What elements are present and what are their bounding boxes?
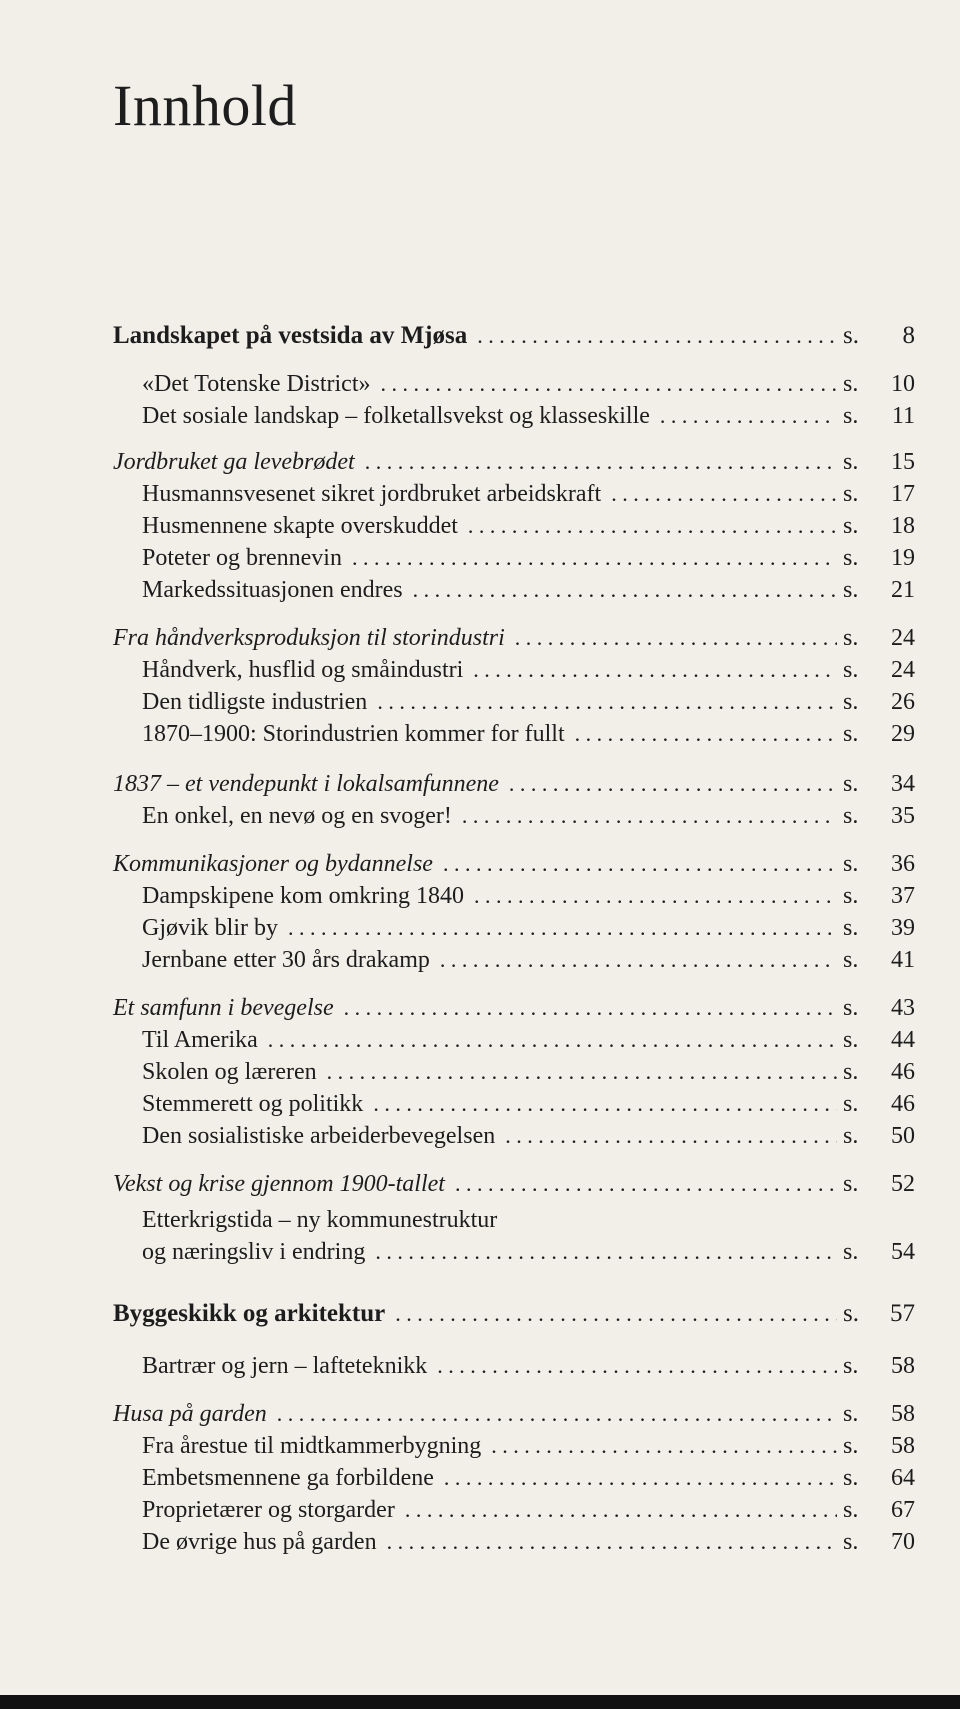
page-prefix: s. <box>843 915 859 941</box>
page-prefix: s. <box>843 851 859 877</box>
dot-leader <box>344 992 837 1024</box>
page-prefix: s. <box>843 1059 859 1085</box>
page-prefix: s. <box>843 1091 859 1117</box>
page-prefix: s. <box>843 449 859 475</box>
page-number: 17 <box>891 481 915 507</box>
toc-entry-title: Vekst og krise gjennom 1900-tallet <box>113 1171 445 1197</box>
toc-entry <box>142 718 915 750</box>
page-prefix: s. <box>843 322 859 349</box>
toc-entry-title: Landskapet på vestsida av Mjøsa <box>113 322 468 349</box>
page-number: 46 <box>891 1091 915 1117</box>
toc-entry <box>142 1204 915 1236</box>
toc-entry <box>142 1088 915 1120</box>
dot-leader <box>462 800 837 832</box>
toc-entry <box>142 510 915 542</box>
dot-leader <box>277 1398 837 1430</box>
toc-entry-title: 1837 – et vendepunkt i lokalsamfunnene <box>113 771 499 797</box>
toc-entry-title: Kommunikasjoner og bydannelse <box>113 851 433 877</box>
dot-leader <box>440 944 837 976</box>
toc-entry-title: og næringsliv i endring <box>142 1239 366 1265</box>
page-number: 15 <box>891 449 915 475</box>
dot-leader <box>268 1024 837 1056</box>
dot-leader <box>515 622 837 654</box>
dot-leader <box>444 1462 837 1494</box>
dot-leader <box>509 768 837 800</box>
toc-entry <box>142 880 915 912</box>
toc-entry-title: Et samfunn i bevegelse <box>113 995 334 1021</box>
dot-leader <box>395 1298 837 1330</box>
page-number: 44 <box>891 1027 915 1053</box>
toc-entry-title: Dampskipene kom omkring 1840 <box>142 883 464 909</box>
toc-entry-title: Husa på garden <box>113 1401 267 1427</box>
toc-entry-title: Gjøvik blir by <box>142 915 278 941</box>
toc-entry-title: Til Amerika <box>142 1027 258 1053</box>
page-prefix: s. <box>843 545 859 571</box>
page-number: 36 <box>891 851 915 877</box>
dot-leader <box>575 718 837 750</box>
toc-entry <box>142 944 915 976</box>
toc-entry-title: Fra håndverksproduksjon til storindustri <box>113 625 505 651</box>
page-number: 70 <box>891 1529 915 1555</box>
page-prefix: s. <box>843 577 859 603</box>
dot-leader <box>365 446 837 478</box>
toc-entry <box>142 800 915 832</box>
page-prefix: s. <box>843 1300 859 1327</box>
page-prefix: s. <box>843 883 859 909</box>
page-prefix: s. <box>843 1027 859 1053</box>
toc-entry <box>113 992 915 1024</box>
toc-entry <box>142 1430 915 1462</box>
bottom-edge-bar <box>0 1695 960 1709</box>
dot-leader <box>455 1168 837 1200</box>
toc-entry <box>142 542 915 574</box>
page-prefix: s. <box>843 625 859 651</box>
page-number: 46 <box>891 1059 915 1085</box>
toc-entry-title: Byggeskikk og arkitektur <box>113 1300 386 1327</box>
dot-leader <box>443 848 837 880</box>
toc-entry-title: De øvrige hus på garden <box>142 1529 377 1555</box>
page-prefix: s. <box>843 1433 859 1459</box>
page-prefix: s. <box>843 1171 859 1197</box>
page-number: 11 <box>891 403 915 429</box>
toc-entry-title: Husmennene skapte overskuddet <box>142 513 458 539</box>
page-number: 64 <box>891 1465 915 1491</box>
dot-leader <box>611 478 837 510</box>
dot-leader <box>373 1088 837 1120</box>
page-prefix: s. <box>843 1123 859 1149</box>
page-number: 26 <box>891 689 915 715</box>
page-number: 21 <box>891 577 915 603</box>
toc-entry-title: Håndverk, husflid og småindustri <box>142 657 464 683</box>
page-number: 57 <box>890 1300 915 1327</box>
toc-entry <box>142 1056 915 1088</box>
toc-entry <box>113 320 915 352</box>
toc-entry <box>113 446 915 478</box>
toc-entry <box>142 912 915 944</box>
page-prefix: s. <box>843 995 859 1021</box>
toc-entry-title: Poteter og brennevin <box>142 545 342 571</box>
toc-entry-title: Embetsmennene ga forbildene <box>142 1465 434 1491</box>
page-prefix: s. <box>843 1529 859 1555</box>
toc-entry <box>113 768 915 800</box>
toc-entry <box>142 368 915 400</box>
page-number: 24 <box>891 625 915 651</box>
page-number: 10 <box>891 371 915 397</box>
page-number: 58 <box>891 1353 915 1379</box>
toc-entry-title: Stemmerett og politikk <box>142 1091 364 1117</box>
page-prefix: s. <box>843 1497 859 1523</box>
dot-leader <box>468 510 837 542</box>
page-number: 19 <box>891 545 915 571</box>
dot-leader <box>375 1236 837 1268</box>
page-number: 24 <box>891 657 915 683</box>
page-prefix: s. <box>843 771 859 797</box>
dot-leader <box>352 542 837 574</box>
toc-entry <box>142 478 915 510</box>
toc-entry <box>142 1462 915 1494</box>
toc-entry-title: Proprietærer og storgarder <box>142 1497 395 1523</box>
toc-entry <box>142 1350 915 1382</box>
toc-entry <box>142 1024 915 1056</box>
toc-entry <box>113 1298 915 1330</box>
page-number: 37 <box>891 883 915 909</box>
toc-entry-title: 1870–1900: Storindustrien kommer for fullt <box>142 721 565 747</box>
dot-leader <box>405 1494 837 1526</box>
page-prefix: s. <box>843 481 859 507</box>
toc-entry <box>142 654 915 686</box>
page-prefix: s. <box>843 403 859 429</box>
page-prefix: s. <box>843 721 859 747</box>
toc-entry <box>113 1398 915 1430</box>
toc-entry <box>142 686 915 718</box>
page-number: 29 <box>891 721 915 747</box>
page-number: 8 <box>902 322 915 349</box>
toc-entry <box>142 1526 915 1558</box>
page-number: 34 <box>891 771 915 797</box>
toc-entry-title: Jordbruket ga levebrødet <box>113 449 355 475</box>
toc-entry-title: Den tidligste industrien <box>142 689 368 715</box>
page-number: 52 <box>891 1171 915 1197</box>
page-number: 50 <box>891 1123 915 1149</box>
page-prefix: s. <box>843 657 859 683</box>
toc-entry-title: Etterkrigstida – ny kommunestruktur <box>142 1207 498 1233</box>
page-prefix: s. <box>843 689 859 715</box>
toc-entry-title: Bartrær og jern – lafteteknikk <box>142 1353 428 1379</box>
toc-entry-title: «Det Totenske District» <box>142 371 371 397</box>
page-prefix: s. <box>843 1401 859 1427</box>
page-title: Innhold <box>113 73 297 138</box>
dot-leader <box>387 1526 837 1558</box>
toc-entry-title: Det sosiale landskap – folketallsvekst og klasseskille <box>142 403 650 429</box>
toc-entry <box>142 574 915 606</box>
page-prefix: s. <box>843 803 859 829</box>
toc-entry-title: Jernbane etter 30 års drakamp <box>142 947 430 973</box>
toc-entry-title: Husmannsvesenet sikret jordbruket arbeidskraft <box>142 481 602 507</box>
dot-leader <box>437 1350 837 1382</box>
dot-leader <box>660 400 837 432</box>
dot-leader <box>474 880 837 912</box>
toc-entry-title: Den sosialistiske arbeiderbevegelsen <box>142 1123 496 1149</box>
page-number: 67 <box>891 1497 915 1523</box>
toc-entry-title: En onkel, en nevø og en svoger! <box>142 803 452 829</box>
page-number: 18 <box>891 513 915 539</box>
dot-leader <box>413 574 837 606</box>
page-prefix: s. <box>843 513 859 539</box>
page-number: 58 <box>891 1433 915 1459</box>
dot-leader <box>327 1056 837 1088</box>
page-prefix: s. <box>843 947 859 973</box>
toc-entry-title: Fra årestue til midtkammerbygning <box>142 1433 482 1459</box>
toc-entry <box>113 848 915 880</box>
page-prefix: s. <box>843 1239 859 1265</box>
toc-entry-title: Skolen og læreren <box>142 1059 317 1085</box>
dot-leader <box>473 654 837 686</box>
dot-leader <box>381 368 837 400</box>
dot-leader <box>505 1120 837 1152</box>
toc-entry <box>113 622 915 654</box>
page-prefix: s. <box>843 1465 859 1491</box>
dot-leader <box>477 320 837 352</box>
page-prefix: s. <box>843 371 859 397</box>
page-number: 58 <box>891 1401 915 1427</box>
dot-leader <box>491 1430 837 1462</box>
page-prefix: s. <box>843 1353 859 1379</box>
dot-leader <box>377 686 837 718</box>
page-number: 35 <box>891 803 915 829</box>
page-number: 39 <box>891 915 915 941</box>
dot-leader <box>288 912 837 944</box>
toc-entry <box>113 1168 915 1200</box>
toc-entry <box>142 400 915 432</box>
page-number: 54 <box>891 1239 915 1265</box>
page-number: 41 <box>891 947 915 973</box>
toc-entry <box>142 1236 915 1268</box>
page-number: 43 <box>891 995 915 1021</box>
toc-entry <box>142 1494 915 1526</box>
toc-entry-title: Markedssituasjonen endres <box>142 577 403 603</box>
toc-entry <box>142 1120 915 1152</box>
